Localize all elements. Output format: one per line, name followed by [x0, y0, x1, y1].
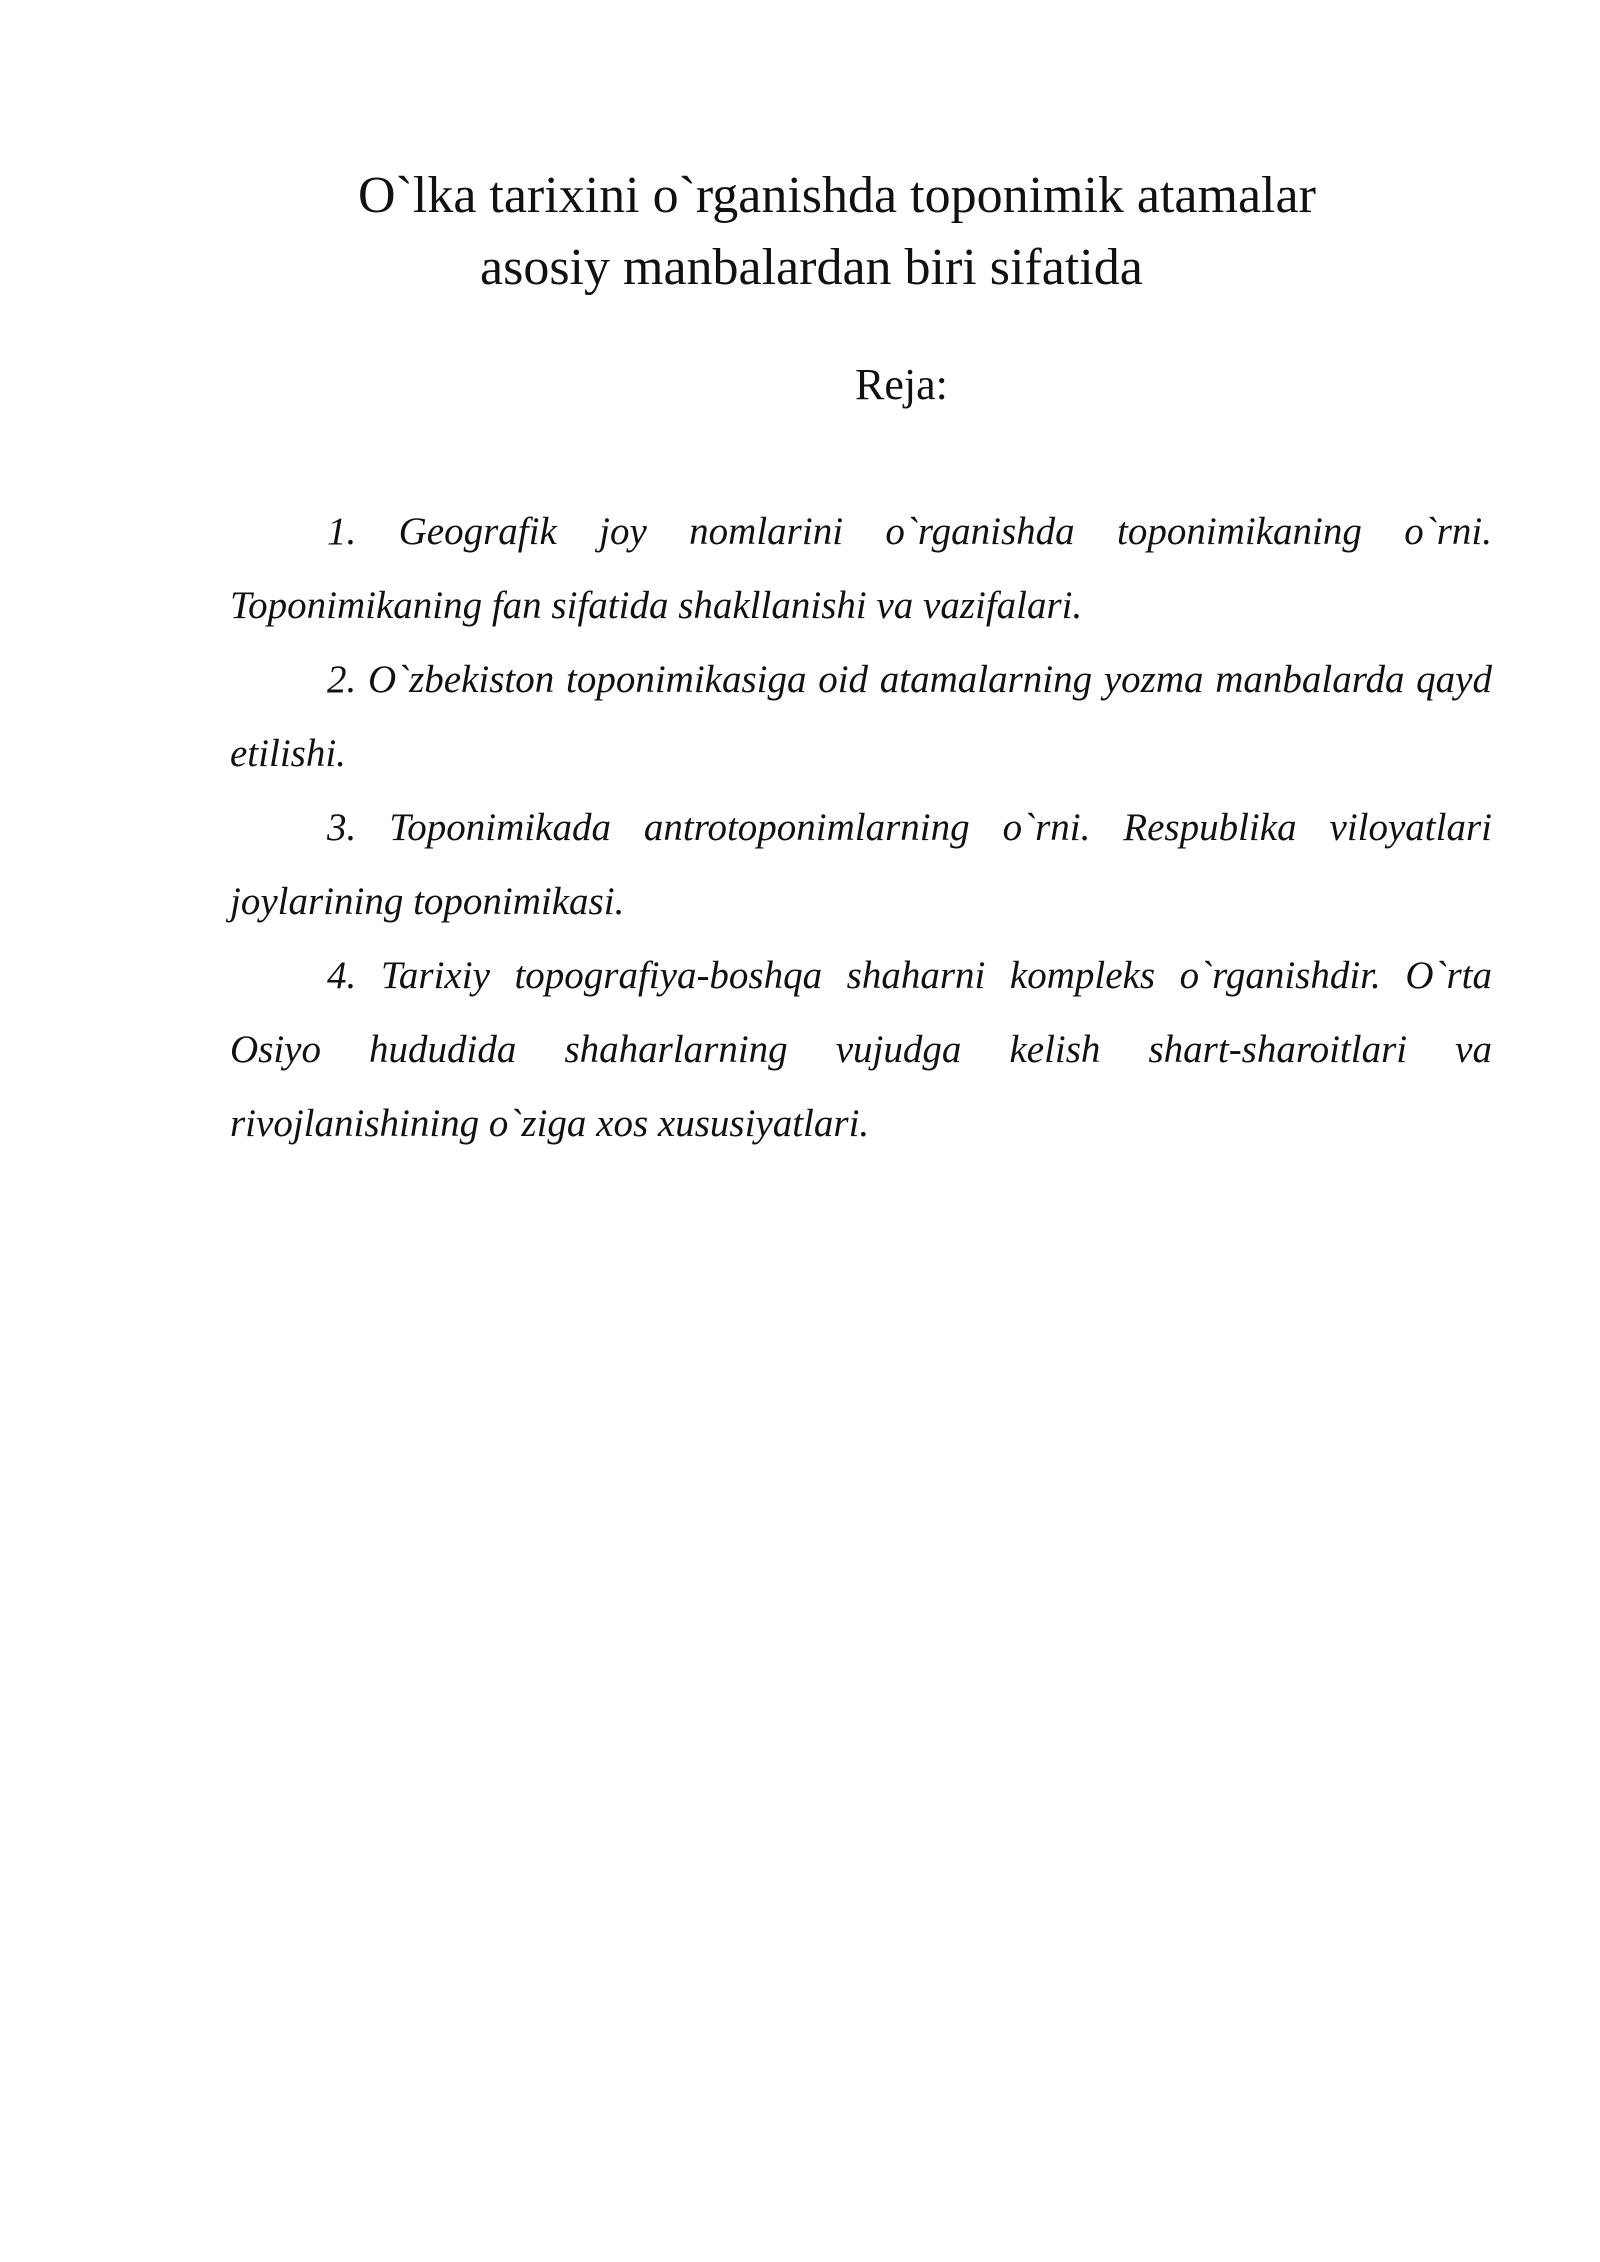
document-title-line-2: asosiy manbalardan biri sifatida: [480, 239, 1143, 296]
plan-item-1: 1. Geografik joy nomlarini o`rganishda toponimikaning o`rni. Toponimikaning fan sifatida shakllanishi va vazifalari.: [230, 510, 1492, 627]
document-title-line-1: O`lka tarixini o`rganishda toponimik atamalar: [358, 167, 1316, 224]
plan-list: [230, 495, 1492, 1161]
plan-item-2: 2. O`zbekiston toponimikasiga oid atamalarning yozma manbalarda qayd etilishi.: [230, 658, 1492, 775]
plan-heading: Reja:: [855, 360, 948, 409]
plan-item-4: 4. Tarixiy topografiya-boshqa shaharni kompleks o`rganishdir. O`rta Osiyo hududida shaharlarning vujudga kelish shart-sharoitlari va rivojlanishining o`ziga xos xususiyatlari.: [230, 954, 1492, 1145]
plan-item-3: 3. Toponimikada antrotoponimlarning o`rni. Respublika viloyatlari joylarining toponimikasi.: [230, 806, 1492, 923]
document-title: [240, 160, 1480, 304]
